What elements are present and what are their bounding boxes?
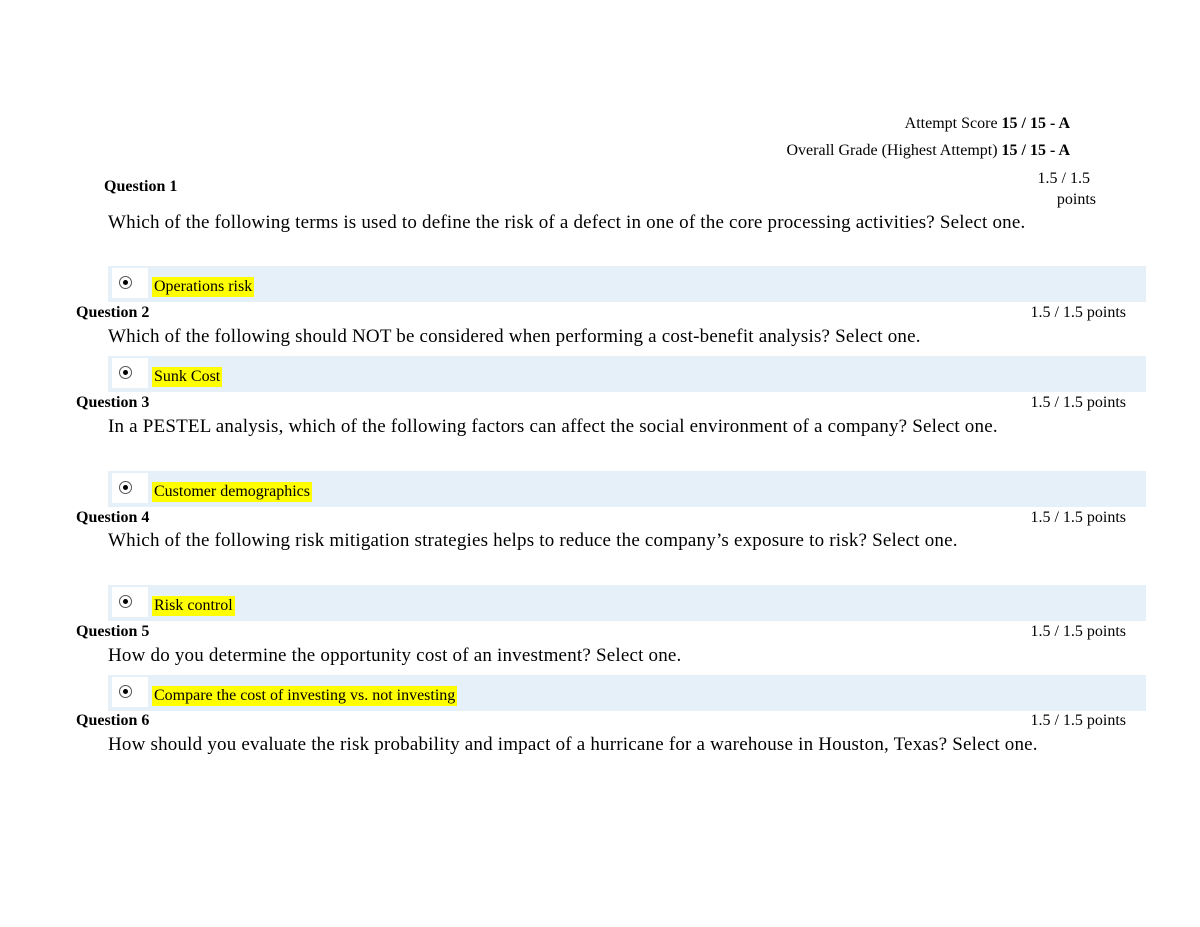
question-1-answer: Operations risk (154, 278, 253, 295)
question-1-points-value: 1.5 / 1.5 (1037, 170, 1090, 187)
question-4-label: Question 4 (76, 509, 150, 526)
overall-grade (787, 142, 1071, 160)
question-3-label: Question 3 (76, 394, 150, 411)
question-4-answer-row (108, 585, 1146, 621)
radio-selected-icon[interactable] (119, 481, 132, 494)
question-1-points-unit: points (1056, 191, 1096, 208)
attempt-score (905, 115, 1070, 133)
question-1-text: Which of the following terms is used to define the risk of a defect in one of the core processing activities? Select one. (108, 212, 1026, 233)
question-3-answer-row (108, 471, 1146, 507)
question-1-answer-row (108, 266, 1146, 302)
question-4-text: Which of the following risk mitigation strategies helps to reduce the company’s exposure to risk? Select one. (108, 530, 958, 551)
overall-grade-value: 15 / 15 - A (1001, 142, 1070, 159)
question-2-points: 1.5 / 1.5 points (1030, 304, 1126, 321)
radio-box (112, 268, 148, 298)
question-6-text: How should you evaluate the risk probability and impact of a hurricane for a warehouse in Houston, Texas? Select one. (108, 734, 1038, 755)
question-6-label: Question 6 (76, 712, 150, 729)
question-5-answer-row (108, 675, 1146, 711)
question-3-answer: Customer demographics (154, 483, 310, 500)
radio-selected-icon[interactable] (119, 276, 132, 289)
radio-box (112, 587, 148, 617)
question-1-label: Question 1 (104, 178, 178, 195)
question-1-points (1038, 168, 1096, 210)
attempt-score-value: 15 / 15 - A (1001, 115, 1070, 132)
question-2-answer-row (108, 356, 1146, 392)
radio-selected-icon[interactable] (119, 685, 132, 698)
question-5-text: How do you determine the opportunity cost of an investment? Select one. (108, 645, 682, 666)
overall-grade-label: Overall Grade (Highest Attempt) (786, 142, 998, 159)
question-5-answer: Compare the cost of investing vs. not investing (154, 687, 456, 704)
question-2-label: Question 2 (76, 304, 150, 321)
question-2-answer: Sunk Cost (154, 368, 221, 385)
radio-box (112, 677, 148, 707)
question-5-label: Question 5 (76, 623, 150, 640)
radio-selected-icon[interactable] (119, 366, 132, 379)
radio-selected-icon[interactable] (119, 595, 132, 608)
attempt-score-label: Attempt Score (904, 115, 998, 132)
question-4-points: 1.5 / 1.5 points (1030, 509, 1126, 526)
question-5-points: 1.5 / 1.5 points (1030, 623, 1126, 640)
radio-box (112, 473, 148, 503)
question-3-points: 1.5 / 1.5 points (1030, 394, 1126, 411)
question-6-points: 1.5 / 1.5 points (1030, 712, 1126, 729)
question-2-text: Which of the following should NOT be considered when performing a cost-benefit analysis? Select one. (108, 326, 921, 347)
question-4-answer: Risk control (154, 597, 233, 614)
radio-box (112, 358, 148, 388)
question-3-text: In a PESTEL analysis, which of the following factors can affect the social environment of a company? Select one. (108, 416, 998, 437)
